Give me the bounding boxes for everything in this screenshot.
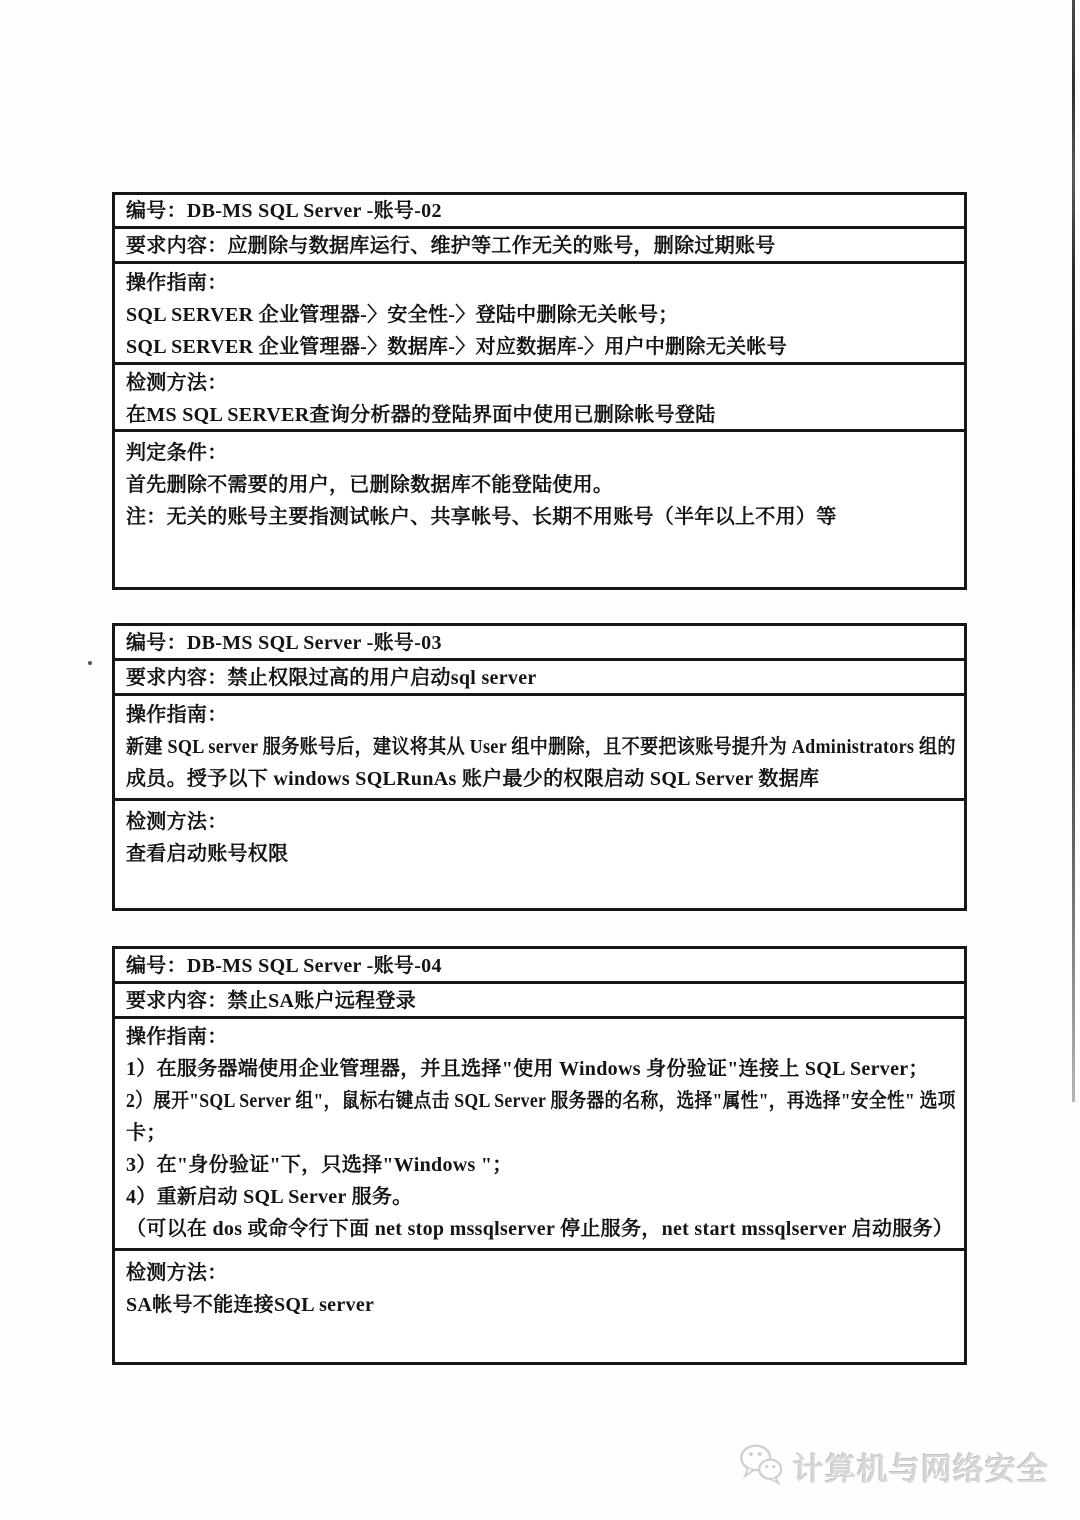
operation-guide-step-wrap: 卡； — [126, 1122, 167, 1144]
operation-guide-step: SQL SERVER 企业管理器-〉数据库-〉对应数据库-〉用户中删除无关帐号 — [126, 336, 788, 358]
requirement-text: 要求内容：应删除与数据库运行、维护等工作无关的账号，删除过期账号 — [126, 235, 776, 257]
row-id — [115, 949, 964, 984]
row-requirement — [115, 229, 964, 264]
operation-guide-step: 1）在服务器端使用企业管理器，并且选择"使用 Windows 身份验证"连接上 SQL Server； — [126, 1058, 929, 1080]
judgment-condition-label: 判定条件： — [126, 442, 228, 464]
row-detection-method — [115, 801, 964, 908]
operation-guide-step: 新建 SQL server 服务账号后，建议将其从 User 组中删除，且不要把该账号提升为 Administrators 组的 — [126, 736, 956, 758]
requirement-text: 要求内容：禁止权限过高的用户启动sql server — [126, 667, 537, 689]
operation-guide-label: 操作指南： — [126, 1026, 228, 1048]
rule-table-account-04 — [112, 946, 967, 1365]
operation-guide-note: （可以在 dos 或命令行下面 net stop mssqlserver 停止服务，net start mssqlserver 启动服务） — [126, 1218, 954, 1240]
row-requirement — [115, 661, 964, 696]
row-id — [115, 195, 964, 229]
watermark-text: 计算机与网络安全 — [793, 1451, 1049, 1487]
row-operation-guide — [115, 264, 964, 365]
row-operation-guide — [115, 696, 964, 801]
requirement-text: 要求内容：禁止SA账户远程登录 — [126, 990, 417, 1012]
scan-edge-artifact — [1072, 0, 1075, 1102]
row-id — [115, 626, 964, 661]
operation-guide-label: 操作指南： — [126, 704, 228, 726]
rule-table-account-02 — [112, 192, 967, 590]
operation-guide-step: 3）在"身份验证"下，只选择"Windows "； — [126, 1154, 513, 1176]
operation-guide-step: 成员。授予以下 windows SQLRunAs 账户最少的权限启动 SQL Server 数据库 — [126, 768, 820, 790]
rule-id-text: 编号：DB-MS SQL Server -账号-04 — [126, 955, 442, 977]
operation-guide-label: 操作指南： — [126, 272, 228, 294]
detection-method-label: 检测方法： — [126, 372, 228, 394]
rule-id-text: 编号：DB-MS SQL Server -账号-02 — [126, 200, 442, 222]
judgment-condition-note: 注：无关的账号主要指测试帐户、共享帐号、长期不用账号（半年以上不用）等 — [126, 506, 837, 528]
scan-dot-artifact — [88, 661, 92, 665]
row-requirement — [115, 984, 964, 1019]
detection-method-text: 在MS SQL SERVER查询分析器的登陆界面中使用已删除帐号登陆 — [126, 404, 716, 426]
detection-method-label: 检测方法： — [126, 1262, 228, 1284]
operation-guide-step: 4）重新启动 SQL Server 服务。 — [126, 1186, 413, 1208]
wechat-icon — [738, 1443, 784, 1490]
row-operation-guide — [115, 1019, 964, 1251]
rule-id-text: 编号：DB-MS SQL Server -账号-03 — [126, 632, 442, 654]
detection-method-text: 查看启动账号权限 — [126, 843, 289, 865]
watermark — [738, 1442, 1049, 1490]
operation-guide-step: 2）展开"SQL Server 组"，鼠标右键点击 SQL Server 服务器的名称，选择"属性"，再选择"安全性" 选项 — [126, 1090, 956, 1112]
detection-method-text: SA帐号不能连接SQL server — [126, 1294, 375, 1316]
row-judgment-condition — [115, 432, 964, 587]
row-detection-method — [115, 365, 964, 432]
operation-guide-step: SQL SERVER 企业管理器-〉安全性-〉登陆中删除无关帐号； — [126, 304, 679, 326]
detection-method-label: 检测方法： — [126, 811, 228, 833]
judgment-condition-text: 首先删除不需要的用户，已删除数据库不能登陆使用。 — [126, 474, 614, 496]
row-detection-method — [115, 1251, 964, 1362]
rule-table-account-03 — [112, 623, 967, 911]
